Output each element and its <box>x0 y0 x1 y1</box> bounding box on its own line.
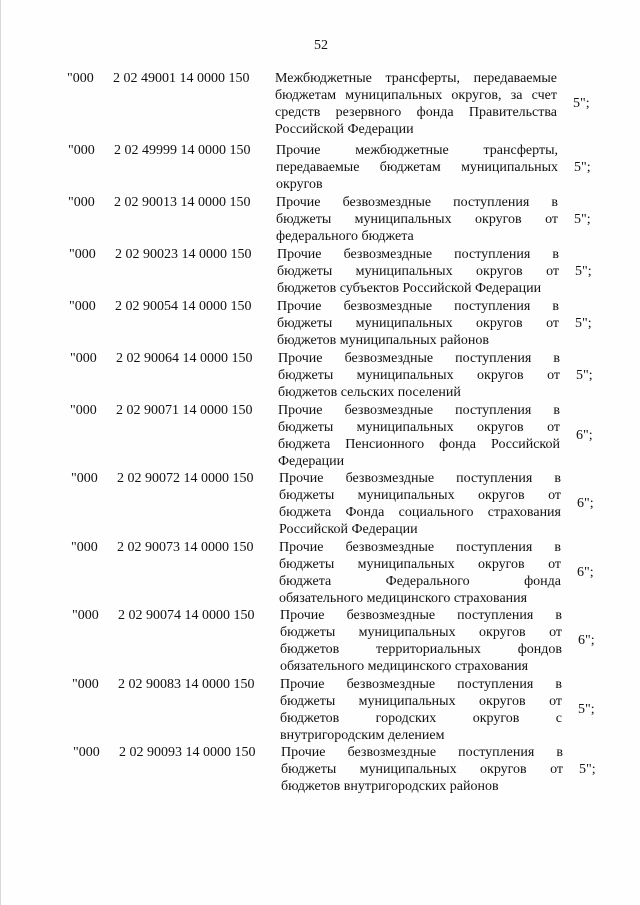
row-prefix: "000 <box>70 403 97 418</box>
row-prefix: "000 <box>72 608 99 623</box>
budget-code: 2 02 49999 14 0000 150 <box>114 143 251 158</box>
row-prefix: "000 <box>68 143 95 158</box>
row-description <box>276 142 558 193</box>
budget-code: 2 02 90013 14 0000 150 <box>114 195 251 210</box>
row-description <box>275 70 557 138</box>
budget-code: 2 02 90054 14 0000 150 <box>115 299 252 314</box>
row-value: 6"; <box>577 496 594 511</box>
description-line: федерального бюджета <box>276 229 414 244</box>
row-description <box>280 607 562 675</box>
row-value: 5"; <box>574 212 591 227</box>
row-prefix: "000 <box>68 195 95 210</box>
description-line: обязательного медицинского страхования <box>280 659 529 674</box>
row-prefix: "000 <box>73 745 100 760</box>
row-value: 5"; <box>575 316 592 331</box>
description-line: бюджеты муниципальных округов от <box>281 762 563 777</box>
row-value: 5"; <box>576 368 593 383</box>
description-line: Межбюджетные трансферты, передаваемые <box>275 71 557 86</box>
row-prefix: "000 <box>71 471 98 486</box>
description-line: Прочие безвозмездные поступления в <box>279 540 561 555</box>
description-line: бюджеты муниципальных округов от <box>277 316 559 331</box>
row-description <box>278 402 560 470</box>
description-line: бюджеты муниципальных округов от <box>279 557 561 572</box>
budget-code: 2 02 90083 14 0000 150 <box>118 677 255 692</box>
budget-code: 2 02 90023 14 0000 150 <box>115 247 252 262</box>
budget-code: 2 02 90071 14 0000 150 <box>116 403 253 418</box>
description-line: Прочие безвозмездные поступления в <box>277 247 559 262</box>
row-description <box>278 350 560 401</box>
description-line: бюджеты муниципальных округов от <box>276 212 558 227</box>
row-description <box>280 676 562 744</box>
description-line: бюджеты муниципальных округов от <box>278 420 560 435</box>
row-value: 5"; <box>575 264 592 279</box>
row-description <box>279 539 561 607</box>
row-description <box>277 298 559 349</box>
row-value: 5"; <box>574 160 591 175</box>
row-value: 5"; <box>578 702 595 717</box>
description-line: бюджетов субъектов Российской Федерации <box>277 281 542 296</box>
description-line: бюджеты муниципальных округов от <box>280 694 562 709</box>
page-number: 52 <box>314 38 328 53</box>
row-prefix: "000 <box>72 677 99 692</box>
budget-code: 2 02 90073 14 0000 150 <box>117 540 254 555</box>
description-line: бюджетов внутригородских районов <box>281 779 499 794</box>
budget-code: 2 02 90093 14 0000 150 <box>119 745 256 760</box>
row-prefix: "000 <box>70 351 97 366</box>
budget-code: 2 02 90064 14 0000 150 <box>116 351 253 366</box>
row-value: 5"; <box>573 96 590 111</box>
row-prefix: "000 <box>71 540 98 555</box>
description-line: Прочие межбюджетные трансферты, <box>276 143 558 158</box>
description-line: Прочие безвозмездные поступления в <box>280 608 562 623</box>
description-line: бюджетов сельских поселений <box>278 385 461 400</box>
description-line: Прочие безвозмездные поступления в <box>278 403 560 418</box>
description-line: Прочие безвозмездные поступления в <box>279 471 561 486</box>
description-line: бюджета Пенсионного фонда Российской <box>278 437 560 452</box>
row-description <box>277 246 559 297</box>
row-prefix: "000 <box>69 299 96 314</box>
description-line: бюджета Фонда социального страхования <box>279 505 561 520</box>
description-line: Прочие безвозмездные поступления в <box>278 351 560 366</box>
description-line: Прочие безвозмездные поступления в <box>281 745 563 760</box>
row-prefix: "000 <box>69 247 96 262</box>
description-line: бюджеты муниципальных округов от <box>278 368 560 383</box>
description-line: внутригородским делением <box>280 728 445 743</box>
row-description <box>276 194 558 245</box>
row-description <box>279 470 561 538</box>
description-line: Федерации <box>278 454 345 469</box>
row-value: 6"; <box>577 565 594 580</box>
budget-code: 2 02 49001 14 0000 150 <box>113 71 250 86</box>
description-line: бюджетов муниципальных районов <box>277 333 489 348</box>
row-value: 5"; <box>579 762 596 777</box>
description-line: Российской Федерации <box>279 522 418 537</box>
description-line: бюджеты муниципальных округов от <box>279 488 561 503</box>
budget-code: 2 02 90072 14 0000 150 <box>117 471 254 486</box>
description-line: Прочие безвозмездные поступления в <box>280 677 562 692</box>
description-line: средств резервного фонда Правительства <box>275 105 557 120</box>
description-line: передаваемые бюджетам муниципальных <box>276 160 558 175</box>
row-value: 6"; <box>578 633 595 648</box>
description-line: бюджетам муниципальных округов, за счет <box>275 88 557 103</box>
row-value: 6"; <box>576 428 593 443</box>
description-line: бюджетов городских округов с <box>280 711 562 726</box>
budget-code: 2 02 90074 14 0000 150 <box>118 608 255 623</box>
description-line: бюджеты муниципальных округов от <box>280 625 562 640</box>
description-line: Российской Федерации <box>275 122 414 137</box>
description-line: бюджета Федерального фонда <box>279 574 561 589</box>
description-line: Прочие безвозмездные поступления в <box>277 299 559 314</box>
row-description <box>281 744 563 795</box>
description-line: бюджетов территориальных фондов <box>280 642 562 657</box>
description-line: обязательного медицинского страхования <box>279 591 528 606</box>
description-line: Прочие безвозмездные поступления в <box>276 195 558 210</box>
row-prefix: "000 <box>67 71 94 86</box>
description-line: бюджеты муниципальных округов от <box>277 264 559 279</box>
description-line: округов <box>276 177 323 192</box>
